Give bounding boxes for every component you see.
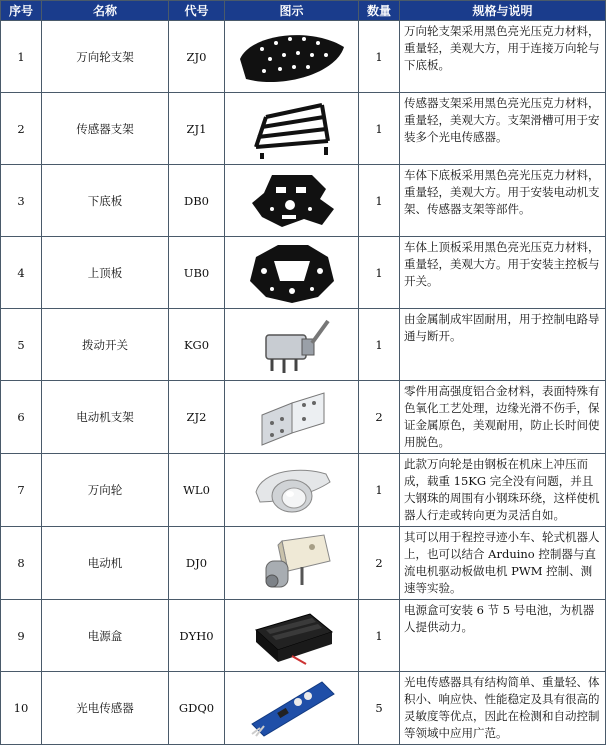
- cell-qty: 2: [359, 381, 400, 454]
- cell-qty: 1: [359, 237, 400, 309]
- cell-qty: 1: [359, 454, 400, 527]
- cell-code: DJ0: [169, 527, 225, 600]
- cell-figure: [225, 21, 359, 93]
- cell-no: 4: [1, 237, 42, 309]
- cell-desc: 其可以用于程控寻迹小车、轮式机器人上，也可以结合 Arduino 控制器与直流电机驱动板做电机 PWM 控制、测速等实验。: [400, 527, 606, 600]
- cell-qty: 1: [359, 165, 400, 237]
- cell-qty: 5: [359, 672, 400, 745]
- table-row: [1, 454, 606, 527]
- cell-desc: 零件用高强度铝合金材料，表面特殊有色氧化工艺处理，边缘光滑不伤手，保证金属原色，美观耐用，防止长时间使用脱色。: [400, 381, 606, 454]
- table-row: [1, 527, 606, 600]
- cell-name: 光电传感器: [42, 672, 169, 745]
- cell-code: UB0: [169, 237, 225, 309]
- cell-figure: [225, 237, 359, 309]
- motor-icon: [242, 531, 342, 595]
- sensor-bracket-icon: [242, 97, 342, 161]
- cell-code: ZJ1: [169, 93, 225, 165]
- cell-figure: [225, 309, 359, 381]
- cell-code: DB0: [169, 165, 225, 237]
- cell-qty: 1: [359, 21, 400, 93]
- battery-box-icon: [242, 604, 342, 668]
- cell-figure: [225, 527, 359, 600]
- table-row: [1, 21, 606, 93]
- cell-code: DYH0: [169, 600, 225, 672]
- cell-code: WL0: [169, 454, 225, 527]
- cell-name: 电动机: [42, 527, 169, 600]
- table-row: [1, 600, 606, 672]
- cell-no: 8: [1, 527, 42, 600]
- table-row: [1, 165, 606, 237]
- cell-name: 万向轮支架: [42, 21, 169, 93]
- table-row: [1, 381, 606, 454]
- cell-qty: 1: [359, 309, 400, 381]
- toggle-switch-icon: [242, 313, 342, 377]
- cell-desc: 传感器支架采用黑色亮光压克力材料，重量轻，美观大方。支架滑槽可用于安装多个光电传感器。: [400, 93, 606, 165]
- cell-figure: [225, 93, 359, 165]
- cell-qty: 1: [359, 600, 400, 672]
- table-row: [1, 672, 606, 745]
- cell-no: 5: [1, 309, 42, 381]
- caster-wheel-icon: [242, 458, 342, 522]
- cell-code: ZJ0: [169, 21, 225, 93]
- table-row: [1, 237, 606, 309]
- cell-name: 拨动开关: [42, 309, 169, 381]
- cell-code: GDQ0: [169, 672, 225, 745]
- table-row: [1, 309, 606, 381]
- cell-desc: 电源盒可安装 6 节 5 号电池，为机器人提供动力。: [400, 600, 606, 672]
- cell-desc: 车体下底板采用黑色亮光压克力材料，重量轻，美观大方。用于安装电动机支架、传感器支架等部件。: [400, 165, 606, 237]
- header-desc: 规格与说明: [400, 1, 606, 21]
- cell-no: 10: [1, 672, 42, 745]
- cell-desc: 由金属制成牢固耐用，用于控制电路导通与断开。: [400, 309, 606, 381]
- caster-bracket-icon: [232, 25, 352, 89]
- cell-no: 1: [1, 21, 42, 93]
- cell-qty: 1: [359, 93, 400, 165]
- cell-code: KG0: [169, 309, 225, 381]
- cell-figure: [225, 381, 359, 454]
- table-row: [1, 93, 606, 165]
- cell-figure: [225, 672, 359, 745]
- header-row: [1, 1, 606, 21]
- cell-name: 下底板: [42, 165, 169, 237]
- cell-desc: 万向轮支架采用黑色亮光压克力材料，重量轻，美观大方，用于连接万向轮与下底板。: [400, 21, 606, 93]
- cell-figure: [225, 165, 359, 237]
- header-name: 名称: [42, 1, 169, 21]
- header-code: 代号: [169, 1, 225, 21]
- photoelectric-sensor-icon: [242, 676, 342, 740]
- motor-bracket-icon: [242, 385, 342, 449]
- cell-no: 3: [1, 165, 42, 237]
- cell-no: 7: [1, 454, 42, 527]
- cell-no: 2: [1, 93, 42, 165]
- cell-qty: 2: [359, 527, 400, 600]
- cell-name: 电动机支架: [42, 381, 169, 454]
- cell-name: 万向轮: [42, 454, 169, 527]
- cell-name: 上顶板: [42, 237, 169, 309]
- header-figure: 图示: [225, 1, 359, 21]
- cell-name: 电源盒: [42, 600, 169, 672]
- cell-no: 9: [1, 600, 42, 672]
- top-plate-icon: [242, 241, 342, 305]
- bottom-plate-icon: [242, 169, 342, 233]
- cell-code: ZJ2: [169, 381, 225, 454]
- header-qty: 数量: [359, 1, 400, 21]
- cell-no: 6: [1, 381, 42, 454]
- header-no: 序号: [1, 1, 42, 21]
- cell-desc: 光电传感器具有结构简单、重量轻、体积小、响应快、性能稳定及具有很高的灵敏度等优点，因此在检测和自动控制等领域中应用广范。: [400, 672, 606, 745]
- cell-desc: 此款万向轮是由钢板在机床上冲压而成，载重 15KG 完全没有问题，并且大钢珠的周围有小钢珠环绕，这样使机器人行走或转向更为灵活自如。: [400, 454, 606, 527]
- cell-name: 传感器支架: [42, 93, 169, 165]
- cell-figure: [225, 600, 359, 672]
- cell-figure: [225, 454, 359, 527]
- cell-desc: 车体上顶板采用黑色亮光压克力材料，重量轻，美观大方。用于安装主控板与开关。: [400, 237, 606, 309]
